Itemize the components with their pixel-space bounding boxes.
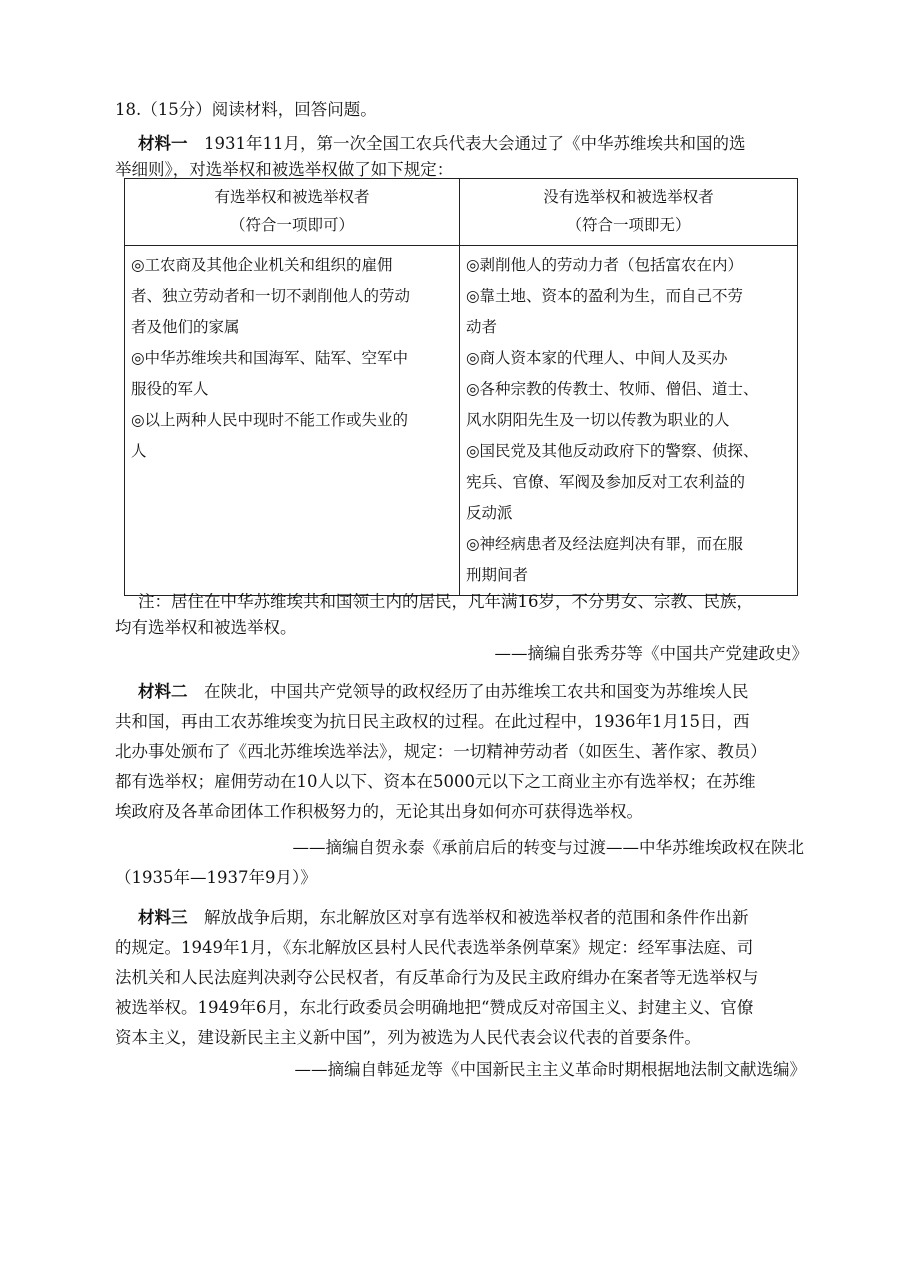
table-header-row (125, 179, 798, 246)
right-line: 宪兵、官僚、军阀及参加反对工农利益的 (466, 473, 746, 491)
material2-text-line3: 北办事处颁布了《西北苏维埃选举法》，规定：一切精神劳动者（如医生、著作家、教员） (115, 742, 767, 761)
material3-label: 材料三 (138, 908, 188, 927)
right-header-title: 没有选举权和被选举权者 (543, 188, 714, 206)
material3-text-line4: 被选举权。1949年6月，东北行政委员会明确地把“赞成反对帝国主义、封建主义、官僚 (115, 998, 754, 1017)
material3-source: ——摘编自韩延龙等《中国新民主主义革命时期根据地法制文献选编》 (294, 1060, 806, 1079)
question-title: 18.（15分）阅读材料，回答问题。 (115, 100, 377, 119)
left-column-cell (125, 246, 460, 596)
right-header-condition: （符合一项即无） (566, 216, 691, 234)
left-line: ◎以上两种人民中现时不能工作或失业的 (131, 411, 409, 429)
right-line: ◎商人资本家的代理人、中间人及买办 (466, 349, 728, 367)
left-line: ◎工农商及其他企业机关和组织的雇佣 (131, 256, 393, 274)
right-line: ◎神经病患者及经法庭判决有罪，而在服 (466, 535, 744, 553)
material1-intro-line1 (138, 130, 746, 154)
right-line: ◎剥削他人的劳动力者（包括富农在内） (466, 256, 744, 274)
material1-note-line1: 注：居住在中华苏维埃共和国领土内的居民，凡年满16岁，不分男女、宗教、民族， (138, 592, 753, 611)
right-line: ◎靠土地、资本的盈利为生，而自己不劳 (466, 287, 744, 305)
material2-text-line5: 埃政府及各革命团体工作积极努力的，无论其出身如何亦可获得选举权。 (115, 802, 643, 821)
right-line: 动者 (466, 318, 498, 336)
material1-label: 材料一 (138, 134, 188, 153)
material2-text-line2: 共和国，再由工农苏维埃变为抗日民主政权的过程。在此过程中，1936年1月15日，西 (115, 712, 750, 731)
left-line: 者、独立劳动者和一切不剥削他人的劳动 (131, 287, 411, 305)
left-line: ◎中华苏维埃共和国海军、陆军、空军中 (131, 349, 409, 367)
material2-line1-wrap (138, 678, 749, 702)
material2-source-line1: ——摘编自贺永泰《承前启后的转变与过渡——中华苏维埃政权在陕北 (292, 838, 804, 857)
material3-text-line2: 的规定。1949年1月，《东北解放区县村人民代表选举条例草案》规定：经军事法庭、司 (115, 938, 754, 957)
material3-text-line3: 法机关和人民法庭判决剥夺公民权者，有反革命行为及民主政府缉办在案者等无选举权与 (115, 968, 759, 987)
material3-text-line5: 资本主义，建设新民主主义新中国”，列为被选为人民代表会议代表的首要条件。 (115, 1028, 701, 1047)
right-line: 风水阴阳先生及一切以传教为职业的人 (466, 411, 730, 429)
left-header-title: 有选举权和被选举权者 (214, 188, 370, 206)
election-rules-table (124, 178, 798, 596)
material3-line1-wrap (138, 904, 749, 928)
left-column-header (125, 179, 460, 246)
left-line: 者及他们的家属 (131, 318, 240, 336)
left-header-condition: （符合一项即可） (229, 216, 354, 234)
material3-text-line1: 解放战争后期，东北解放区对享有选举权和被选举权者的范围和条件作出新 (187, 908, 749, 927)
right-line: ◎各种宗教的传教士、牧师、僧侣、道士、 (466, 380, 759, 398)
material1-source: ——摘编自张秀芬等《中国共产党建政史》 (494, 644, 808, 663)
material1-intro-line2: 举细则》，对选举权和被选举权做了如下规定： (115, 160, 454, 179)
table-body-row (125, 246, 798, 596)
left-line: 人 (131, 442, 147, 460)
right-line: 刑期间者 (466, 566, 529, 584)
right-column-header (460, 179, 798, 246)
right-line: ◎国民党及其他反动政府下的警察、侦探、 (466, 442, 759, 460)
right-column-cell (460, 246, 798, 596)
right-line: 反动派 (466, 504, 513, 522)
material2-text-line4: 都有选举权；雇佣劳动在10人以下、资本在5000元以下之工商业主亦有选举权；在苏维 (115, 772, 756, 791)
material2-text-line1: 在陕北，中国共产党领导的政权经历了由苏维埃工农共和国变为苏维埃人民 (187, 682, 749, 701)
material2-label: 材料二 (138, 682, 188, 701)
material1-text-line1: 1931年11月，第一次全国工农兵代表大会通过了《中华苏维埃共和国的选 (187, 134, 746, 153)
left-line: 服役的军人 (131, 380, 209, 398)
material2-source-line2: （1935年—1937年9月）》 (115, 868, 317, 887)
material1-note-line2: 均有选举权和被选举权。 (115, 618, 297, 637)
